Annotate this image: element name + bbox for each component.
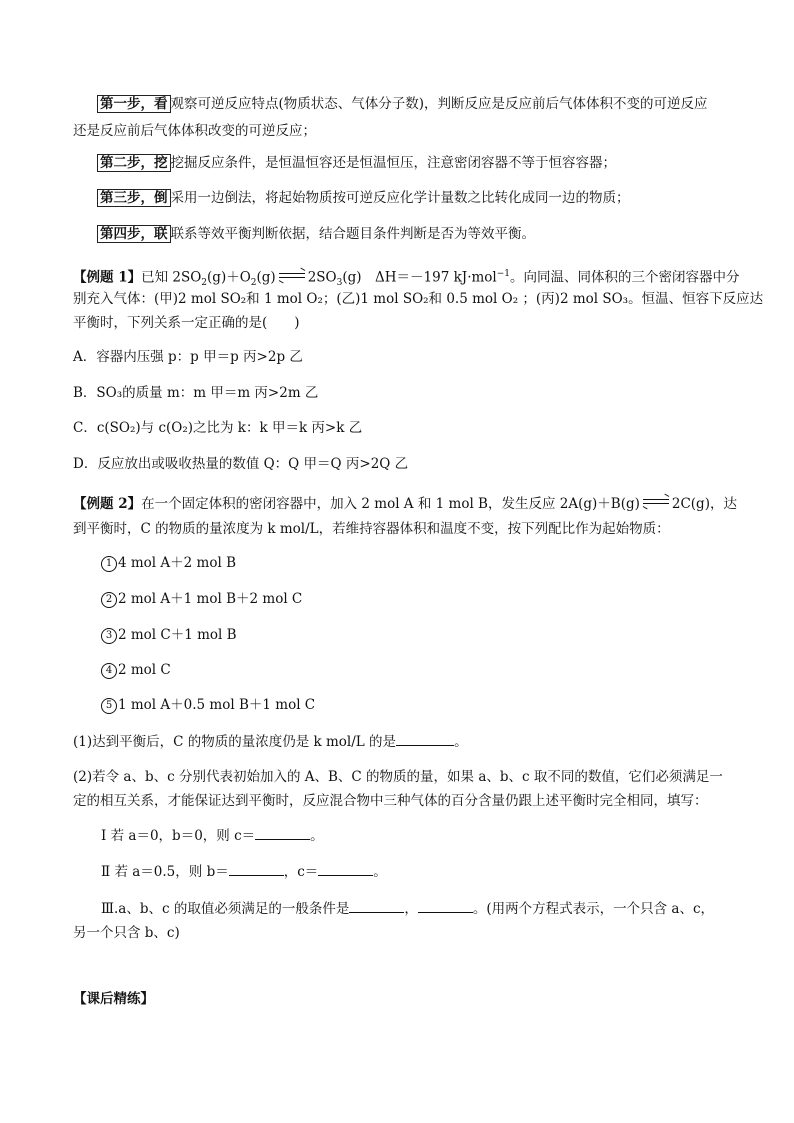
answer-blank[interactable] xyxy=(229,875,284,876)
step-2-label: 第二步，挖 xyxy=(97,154,171,172)
question-2-line-1: (2)若令 a、b、c 分别代表初始加入的 A、B、C 的物质的量，如果 a、b、c 取不同的数值，它们必须满足一 xyxy=(73,769,723,785)
example-2-item-4 xyxy=(101,660,171,680)
equilibrium-arrow-icon xyxy=(279,272,305,280)
example-2-item-5 xyxy=(101,695,315,715)
eq-part: 。向同温、同体积的三个密闭容器中分 xyxy=(510,269,740,286)
punct: ， xyxy=(404,901,418,917)
sub-question-text: Ⅲ.a、b、c 的取值必须满足的一般条件是 xyxy=(101,901,350,917)
eq-part: 2SO xyxy=(307,269,337,286)
example-1-option-b: B．SO₃的质量 m：m 甲＝m 丙>2m 乙 xyxy=(73,385,319,401)
eq-part: 已知 2SO xyxy=(141,269,202,286)
item-text: 2 mol C xyxy=(118,662,171,678)
circled-number: 3 xyxy=(101,628,117,644)
step-2-text: 挖掘反应条件，是恒温恒容还是恒温恒压，注意密闭容器不等于恒容容器； xyxy=(170,155,616,171)
sub-question-3-continuation: 另一个只含 b、c) xyxy=(73,925,180,941)
item-text: 1 mol A＋0.5 mol B＋1 mol C xyxy=(118,697,316,713)
example-1-option-a: A．容器内压强 p：p 甲＝p 丙>2p 乙 xyxy=(73,349,303,365)
circled-number: 5 xyxy=(101,698,117,714)
punct: 。 xyxy=(310,828,324,844)
eq-part: (g)＋O xyxy=(207,269,251,286)
step-3-text: 采用一边倒法，将起始物质按可逆反应化学计量数之比转化成同一边的物质； xyxy=(170,190,630,206)
item-text: 2 mol A＋1 mol B＋2 mol C xyxy=(118,591,303,607)
question-1-text: (1)达到平衡后，C 的物质的量浓度仍是 k mol/L 的是 xyxy=(73,734,397,750)
item-text: 4 mol A＋2 mol B xyxy=(118,555,237,571)
example-1-label: 【例题 1】 xyxy=(73,269,142,286)
step-4-label: 第四步，联 xyxy=(97,225,171,243)
punct: 。 xyxy=(373,864,387,880)
answer-blank[interactable] xyxy=(349,912,404,913)
sub-question-text: 。(用两个方程式表示，一个只含 a、c， xyxy=(472,901,715,917)
step-1-continuation: 还是反应前后气体体积改变的可逆反应； xyxy=(73,123,316,139)
eq-part: (g) ΔH＝－197 kJ·mol xyxy=(342,269,497,286)
example-2-line-2: 到平衡时，C 的物质的量浓度为 k mol/L，若维持容器体积和温度不变，按下列配比作为起始物质： xyxy=(73,521,670,537)
answer-blank[interactable] xyxy=(418,912,473,913)
answer-blank[interactable] xyxy=(396,745,454,746)
sub-question-text: Ⅰ 若 a＝0，b＝0，则 c＝ xyxy=(101,828,256,844)
step-4-text: 联系等效平衡判断依据，结合题目条件判断是否为等效平衡。 xyxy=(170,226,535,242)
eq-part: 在一个固定体积的密闭容器中，加入 2 mol A 和 1 mol B，发生反应 2A(g)＋B(g) xyxy=(141,496,640,512)
eq-part: (g) xyxy=(256,269,276,286)
eq-part: 2C(g)，达 xyxy=(671,496,737,512)
question-1 xyxy=(73,732,468,752)
example-2-item-3 xyxy=(101,625,237,645)
answer-blank[interactable] xyxy=(318,875,373,876)
item-text: 2 mol C＋1 mol B xyxy=(118,627,237,643)
sub-question-2 xyxy=(101,862,387,882)
example-1-line-1: 【例题 1】已知 $2SO_2(g)+O_2(g)$ $2SO_3(g)$ ΔH＝－197 kJ·mol$^{-1}$。向同温、同体积的三个密闭容器中分 xyxy=(73,269,740,289)
example-2-label: 【例题 2】 xyxy=(73,496,142,512)
answer-blank[interactable] xyxy=(255,839,310,840)
sub-question-1 xyxy=(101,826,324,846)
circled-number: 1 xyxy=(101,556,117,572)
sub-question-text: Ⅱ 若 a＝0.5，则 b＝ xyxy=(101,864,229,880)
example-1-line-3: 平衡时，下列关系一定正确的是( ) xyxy=(73,315,300,331)
example-1-option-d: D．反应放出或吸收热量的数值 Q：Q 甲＝Q 丙>2Q 乙 xyxy=(73,456,409,472)
question-2-line-2: 定的相互关系，才能保证达到平衡时，反应混合物中三种气体的百分含量仍跟上述平衡时完全相同，填写： xyxy=(73,793,708,809)
example-1-option-c: C．c(SO₂)与 c(O₂)之比为 k：k 甲＝k 丙>k 乙 xyxy=(73,420,363,436)
step-2 xyxy=(97,153,616,173)
example-2-line-1 xyxy=(73,494,737,514)
circled-number: 2 xyxy=(101,592,117,608)
punct: 。 xyxy=(454,734,468,750)
sub-question-3 xyxy=(101,899,714,919)
equilibrium-arrow-icon xyxy=(643,498,669,506)
step-3 xyxy=(97,188,630,208)
punct: ，c＝ xyxy=(283,864,319,880)
circled-number: 4 xyxy=(101,663,117,679)
step-1 xyxy=(97,94,708,114)
example-2-item-2 xyxy=(101,589,302,609)
step-3-label: 第三步，倒 xyxy=(97,189,171,207)
example-2-item-1 xyxy=(101,553,236,573)
practice-title: 【课后精练】 xyxy=(73,991,154,1007)
step-1-text: 观察可逆反应特点(物质状态、气体分子数)，判断反应是反应前后气体体积不变的可逆反应 xyxy=(170,96,708,112)
example-1-line-2: 别充入气体：(甲)2 mol SO₂和 1 mol O₂；(乙)1 mol SO₂和 0.5 mol O₂ ；(丙)2 mol SO₃。恒温、恒容下反应达 xyxy=(73,291,764,307)
step-1-label: 第一步，看 xyxy=(97,95,171,113)
step-4 xyxy=(97,224,535,244)
